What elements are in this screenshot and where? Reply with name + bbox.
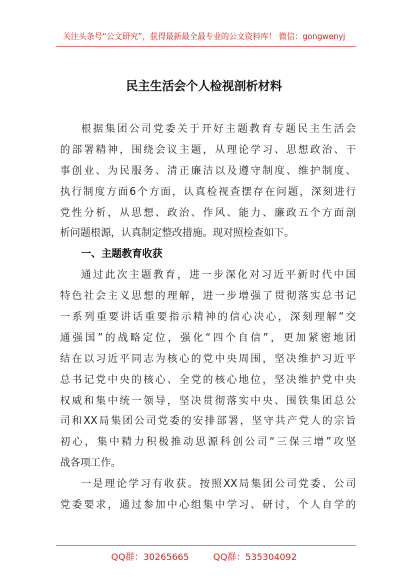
text-line: 通过此次主题教育，进一步深化对习近平新时代中国 [81,270,356,282]
text-line: 特色社会主义思想的理解，进一步增强了贯彻落实总书记 [60,291,356,303]
text-line: 权威和集中统一领导，坚决贯彻落实中央、围铁集团总公 [60,395,356,407]
section-heading: 一、主题教育收获 [81,249,163,261]
footer-qq-group-1: QQ群：30265665 [111,553,190,563]
document-title: 民主生活会个人检视剖析材料 [125,79,282,93]
intro-paragraph [60,120,356,245]
footer-contacts [0,550,408,563]
text-line: 党性分析，从思想、政治、作风、能力、廉政五个方面剖 [60,207,356,219]
text-line: 通强国”的战略定位，强化“四个自信”，更加紧密地团 [60,332,356,344]
header-divider [56,46,356,47]
text-line: 的部署精神，围绕会议主题，从理论学习、思想政治、干 [60,144,356,156]
document-body [60,120,356,517]
header-note: 关注头条号“公文研究”，获得最新最全最专业的公文资料库！ 微信：gongwenyj [62,32,346,41]
text-line: 党委要求，通过参加中心组集中学习、研讨，个人自学的 [60,500,356,512]
text-line: 一系列重要讲话重要指示精神的信心决心，深刻理解“交 [60,312,356,324]
text-line: 司和XX局集团公司党委的安排部署，坚守共产党人的宗旨 [60,416,356,428]
footer-divider [56,545,356,546]
text-line: 析问题根源，认真制定整改措施。现对照检查如下。 [60,228,295,240]
text-line: 结在以习近平同志为核心的党中央周围，坚决维护习近平 [60,353,356,365]
text-line: 根据集团公司党委关于开好主题教育专题民主生活会 [81,124,356,135]
text-line: 执行制度方面6个方面，认真检视查摆存在问题，深刻进行 [60,186,356,198]
theory-study-paragraph [60,475,356,517]
text-line: 总书记党中央的核心、全党的核心地位，坚决维护党中央 [60,374,356,386]
text-line: 一是理论学习有收获。按照XX局集团公司党委、公司 [81,479,356,491]
section1-paragraph [60,266,356,475]
text-line: 战各项工作。 [60,458,122,470]
text-line: 事创业、为民服务、清正廉洁以及遵守制度、维护制度、 [60,165,356,177]
footer-qq-group-2: QQ群：535304092 [213,553,297,563]
text-line: 初心，集中精力积极推动思源科创公司“三保三增”攻坚 [60,437,356,449]
